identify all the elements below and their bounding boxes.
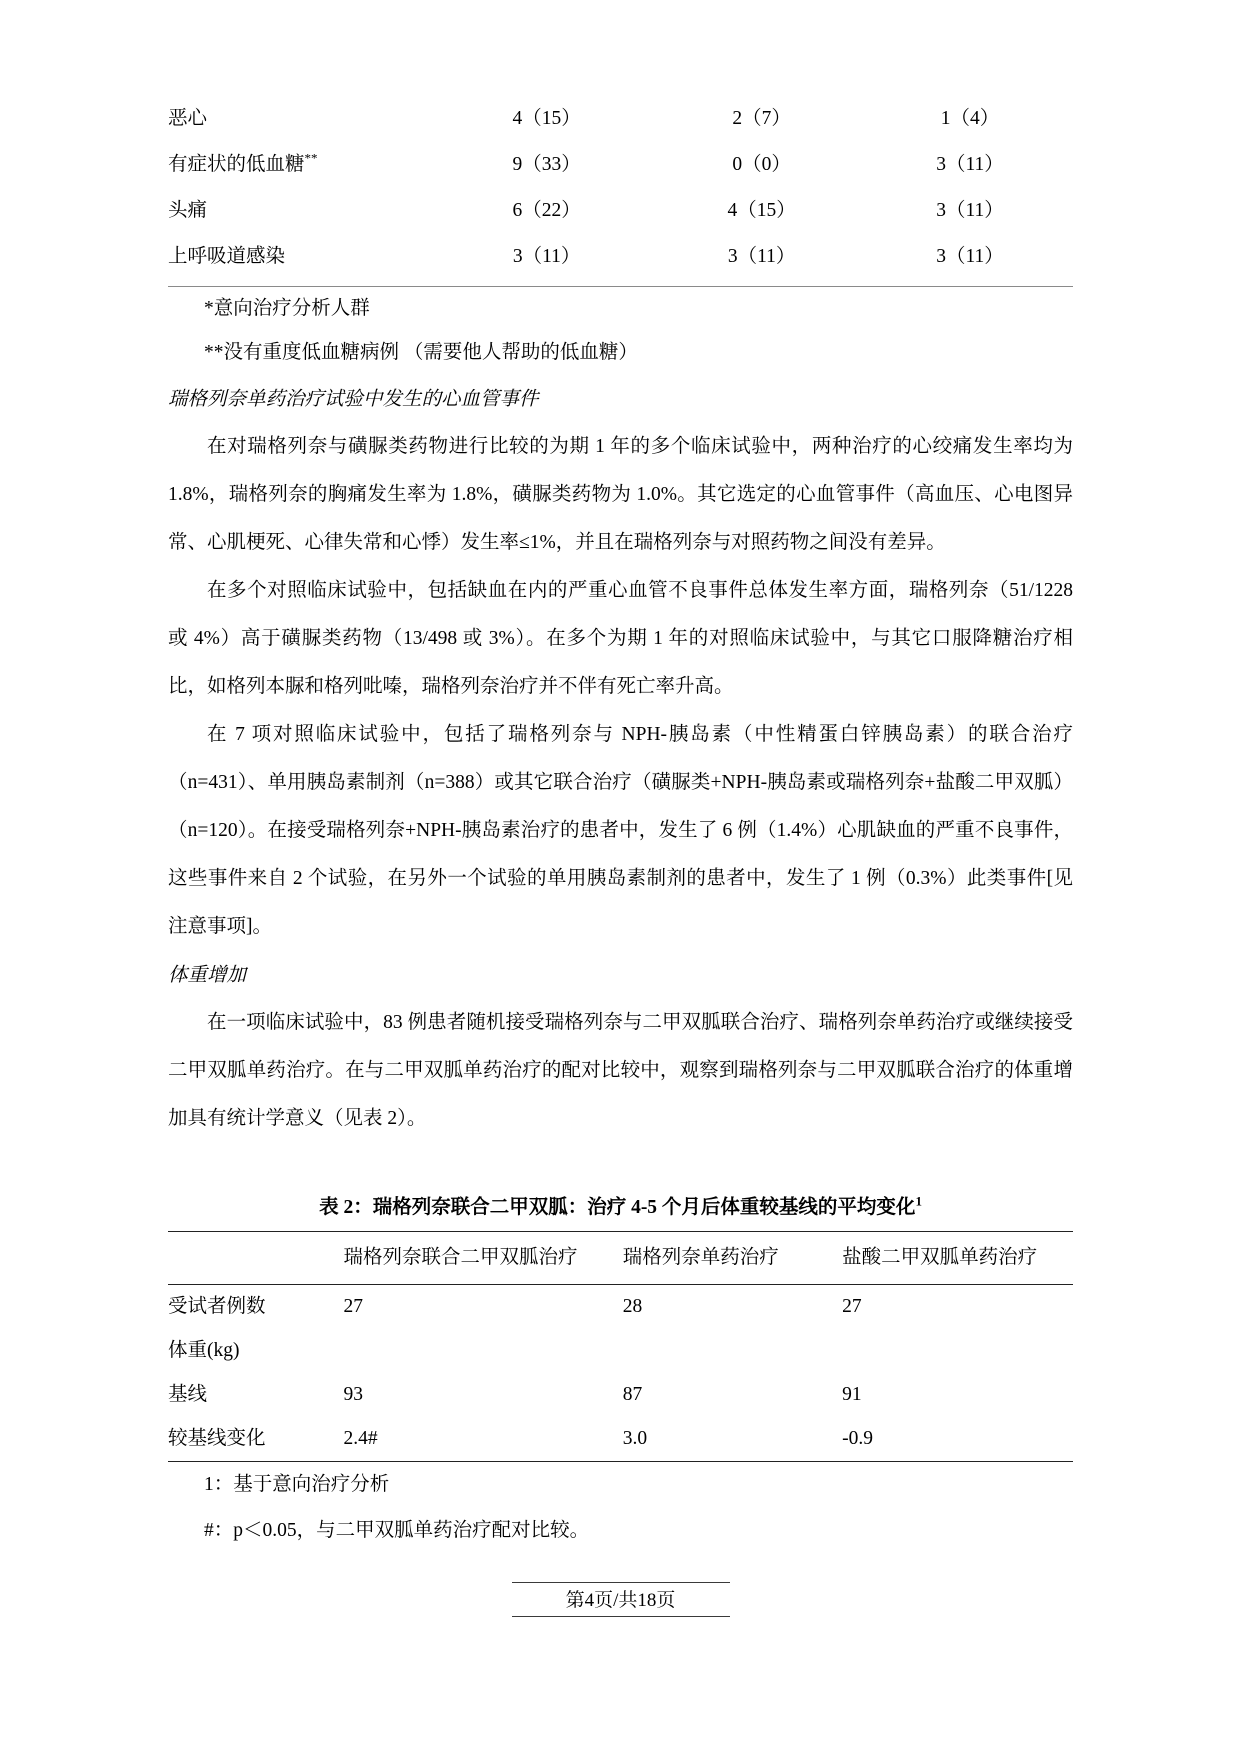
column-header-blank — [168, 1232, 343, 1285]
table1-footnote-2: **没有重度低血糖病例 （需要他人帮助的低血糖） — [204, 342, 638, 363]
column-header-repaglinide: 瑞格列奈单药治疗 — [623, 1232, 842, 1285]
table-row — [168, 142, 1073, 188]
table-row — [168, 96, 1073, 142]
table2-note-1: 1：基于意向治疗分析 — [204, 1474, 390, 1495]
value-cell: 4（15） — [512, 108, 581, 129]
value-cell — [623, 1329, 842, 1373]
term-text: 头痛 — [168, 200, 208, 221]
value-cell: 3（11） — [727, 246, 796, 267]
section-heading-weight-gain: 体重增加 — [168, 965, 247, 986]
adverse-event-term — [168, 188, 437, 234]
value-cell: 0（0） — [732, 154, 791, 175]
column-header-metformin: 盐酸二甲双胍单药治疗 — [842, 1232, 1073, 1285]
table2-caption-text: 表 2：瑞格列奈联合二甲双胍：治疗 4-5 个月后体重较基线的平均变化 — [319, 1197, 916, 1218]
value-cell: 2（7） — [732, 108, 791, 129]
value-cell — [343, 1329, 622, 1373]
value-cell: 3（11） — [936, 200, 1004, 221]
section-heading-cardiovascular: 瑞格列奈单药治疗试验中发生的心血管事件 — [168, 389, 539, 410]
page-content — [168, 96, 1073, 1554]
value-cell: 6（22） — [512, 200, 581, 221]
table-row — [168, 1417, 1073, 1461]
value-cell: 91 — [842, 1384, 862, 1405]
row-label: 基线 — [168, 1384, 208, 1405]
value-cell: 3.0 — [622, 1428, 648, 1449]
term-text: 有症状的低血糖 — [168, 154, 305, 175]
value-cell: 9（33） — [512, 154, 581, 175]
adverse-event-term — [168, 142, 437, 188]
column-header-combo: 瑞格列奈联合二甲双胍治疗 — [343, 1232, 622, 1285]
table-row — [168, 1285, 1073, 1330]
term-text: 上呼吸道感染 — [168, 246, 286, 267]
paragraph: 在一项临床试验中，83 例患者随机接受瑞格列奈与二甲双胍联合治疗、瑞格列奈单药治疗或继续接受二甲双胍单药治疗。在与二甲双胍单药治疗的配对比较中，观察到瑞格列奈与二甲双胍联合治疗的体重增加具有统计学意义（见表 2）。 — [168, 1012, 1073, 1129]
adverse-event-term — [168, 234, 437, 280]
value-cell: 28 — [622, 1296, 643, 1317]
adverse-event-term — [168, 96, 437, 142]
value-cell: 27 — [343, 1296, 363, 1317]
table-header-row — [168, 1232, 1073, 1285]
table-row — [168, 1373, 1073, 1417]
row-label: 较基线变化 — [168, 1428, 266, 1449]
table1-footnote-1: *意向治疗分析人群 — [204, 298, 370, 319]
paragraph: 在多个对照临床试验中，包括缺血在内的严重心血管不良事件总体发生率方面，瑞格列奈（51/1228 或 4%）高于磺脲类药物（13/498 或 3%）。在多个为期 1 年的对照临床试验中，与其它口服降糖治疗相比，如格列本脲和格列吡嗪，瑞格列奈治疗并不伴有死亡率升高。 — [168, 580, 1073, 697]
page-footer — [0, 1582, 1241, 1617]
page-number: 第4页/共18页 — [512, 1582, 730, 1617]
value-cell: 1（4） — [940, 108, 1000, 129]
row-label: 体重(kg) — [168, 1340, 240, 1361]
value-cell: 4（15） — [727, 200, 796, 221]
table-row — [168, 234, 1073, 280]
value-cell: 2.4# — [343, 1428, 378, 1449]
value-cell: 3（11） — [512, 246, 581, 267]
value-cell: 27 — [842, 1296, 862, 1317]
paragraph: 在 7 项对照临床试验中，包括了瑞格列奈与 NPH-胰岛素（中性精蛋白锌胰岛素）的联合治疗（n=431）、单用胰岛素制剂（n=388）或其它联合治疗（磺脲类+NPH-胰岛素或瑞格列奈+盐酸二甲双胍）（n=120）。在接受瑞格列奈+NPH-胰岛素治疗的患者中，发生了 6 例（1.4%）心肌缺血的严重不良事件，这些事件来自 2 个试验，在另外一个试验的单用胰岛素制剂的患者中，发生了 1 例（0.3%）此类事件[见注意事项]。 — [168, 724, 1073, 937]
table-row — [168, 188, 1073, 234]
table-row — [168, 1329, 1073, 1373]
weight-change-table — [168, 1231, 1073, 1461]
term-text: 恶心 — [168, 108, 208, 129]
value-cell: 3（11） — [936, 154, 1004, 175]
paragraph: 在对瑞格列奈与磺脲类药物进行比较的为期 1 年的多个临床试验中，两种治疗的心绞痛发生率均为 1.8%，瑞格列奈的胸痛发生率为 1.8%，磺脲类药物为 1.0%。其它选定的心血管事件（高血压、心电图异常、心肌梗死、心律失常和心悸）发生率≤1%，并且在瑞格列奈与对照药物之间没有差异。 — [168, 436, 1073, 553]
adverse-events-table — [168, 96, 1073, 280]
table2-note-2: #：p＜0.05，与二甲双胍单药治疗配对比较。 — [204, 1520, 590, 1541]
table2-caption-superscript: 1 — [915, 1193, 922, 1209]
value-cell: 87 — [622, 1384, 643, 1405]
table2-caption — [168, 1191, 1073, 1231]
value-cell: -0.9 — [842, 1428, 873, 1449]
value-cell: 93 — [343, 1384, 363, 1405]
value-cell — [842, 1329, 1073, 1373]
footnote-marker: ** — [304, 150, 318, 166]
value-cell: 3（11） — [936, 246, 1004, 267]
table2-block — [168, 1191, 1073, 1554]
row-label: 受试者例数 — [168, 1296, 266, 1317]
